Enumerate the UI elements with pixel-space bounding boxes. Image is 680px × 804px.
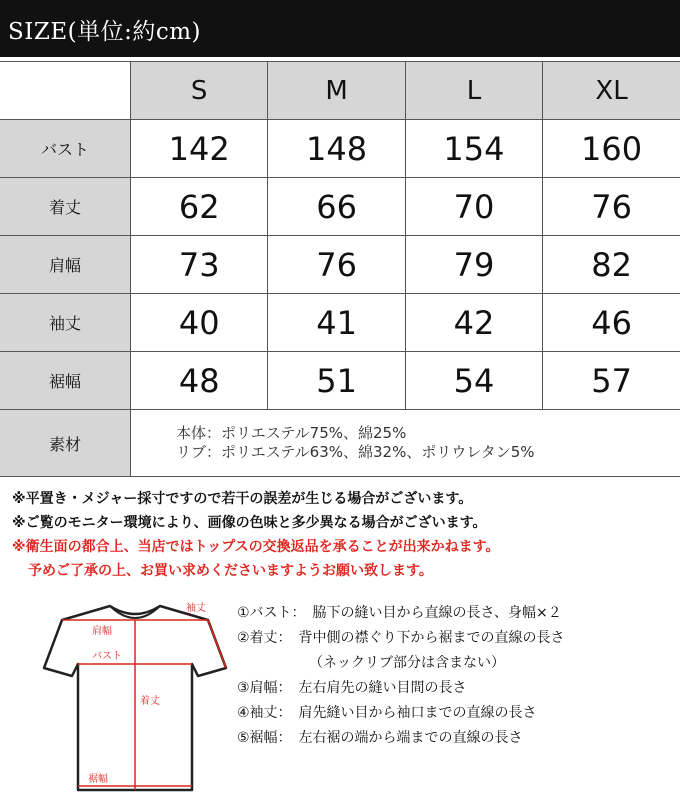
table-cell: 46 (543, 294, 680, 352)
size-table (0, 61, 680, 477)
row-label-shoulder: 肩幅 (0, 236, 131, 294)
table-row (0, 120, 680, 178)
table-cell: 76 (543, 178, 680, 236)
row-label-length: 着丈 (0, 178, 131, 236)
table-cell: 41 (268, 294, 405, 352)
table-row (0, 352, 680, 410)
table-cell: 54 (405, 352, 542, 410)
measure-length: ②着丈： 背中側の襟ぐり下から裾までの直線の長さ (237, 630, 565, 646)
table-cell: 62 (131, 178, 268, 236)
material-rib-text: リブ：ポリエステル63%、綿32%、ポリウレタン5% (176, 443, 535, 461)
size-header-s: S (131, 62, 268, 120)
shoulder-label: 肩幅 (92, 626, 112, 637)
measurement-guide (237, 601, 677, 751)
table-cell: 51 (268, 352, 405, 410)
table-cell: 48 (131, 352, 268, 410)
length-label: 着丈 (140, 696, 160, 707)
material-cell (131, 410, 680, 477)
page-title: SIZE(単位:約cm) (8, 19, 201, 45)
measure-hem: ⑤裾幅： 左右裾の端から端までの直線の長さ (237, 730, 523, 746)
size-header-row (0, 62, 680, 120)
measure-shoulder: ③肩幅： 左右肩先の縫い目間の長さ (237, 680, 467, 696)
row-label-hem: 裾幅 (0, 352, 131, 410)
size-header-xl: XL (543, 62, 680, 120)
table-cell: 73 (131, 236, 268, 294)
table-cell: 154 (405, 120, 542, 178)
note-no-returns: ※衛生面の都合上、当店ではトップスの交換返品を承ることが出来かねます。 (12, 539, 500, 555)
material-body-text: 本体：ポリエステル75%、綿25% (176, 424, 407, 442)
sleeve-label: 袖丈 (186, 603, 206, 614)
table-cell: 160 (543, 120, 680, 178)
size-header-l: L (405, 62, 542, 120)
row-label-bust: バスト (0, 120, 131, 178)
size-header-m: M (268, 62, 405, 120)
table-cell: 57 (543, 352, 680, 410)
title-bar (0, 0, 680, 57)
table-row (0, 294, 680, 352)
note-measurement-error: ※平置き・メジャー採寸ですので若干の誤差が生じる場合がございます。 (12, 491, 473, 507)
material-row (0, 410, 680, 477)
table-cell: 40 (131, 294, 268, 352)
table-row (0, 178, 680, 236)
measure-length-note: （ネックリブ部分は含まない） (309, 655, 505, 671)
table-cell: 148 (268, 120, 405, 178)
table-cell: 76 (268, 236, 405, 294)
measure-bust: ①バスト： 脇下の縫い目から直線の長さ、身幅×２ (237, 605, 562, 621)
table-cell: 79 (405, 236, 542, 294)
table-cell: 66 (268, 178, 405, 236)
note-monitor-color: ※ご覧のモニター環境により、画像の色味と多少異なる場合がございます。 (12, 515, 487, 531)
note-acknowledge: 予めご了承の上、お買い求めくださいますようお願い致します。 (28, 563, 433, 579)
table-cell: 70 (405, 178, 542, 236)
table-cell: 42 (405, 294, 542, 352)
row-label-material: 素材 (0, 410, 131, 477)
table-cell: 142 (131, 120, 268, 178)
notes-section (12, 487, 672, 583)
row-label-sleeve: 袖丈 (0, 294, 131, 352)
bust-label: バスト (92, 651, 122, 662)
table-cell: 82 (543, 236, 680, 294)
corner-cell (0, 62, 131, 120)
hem-label: 裾幅 (88, 774, 108, 785)
measure-sleeve: ④袖丈： 肩先縫い目から袖口までの直線の長さ (237, 705, 537, 721)
tshirt-diagram (40, 594, 230, 794)
table-row (0, 236, 680, 294)
